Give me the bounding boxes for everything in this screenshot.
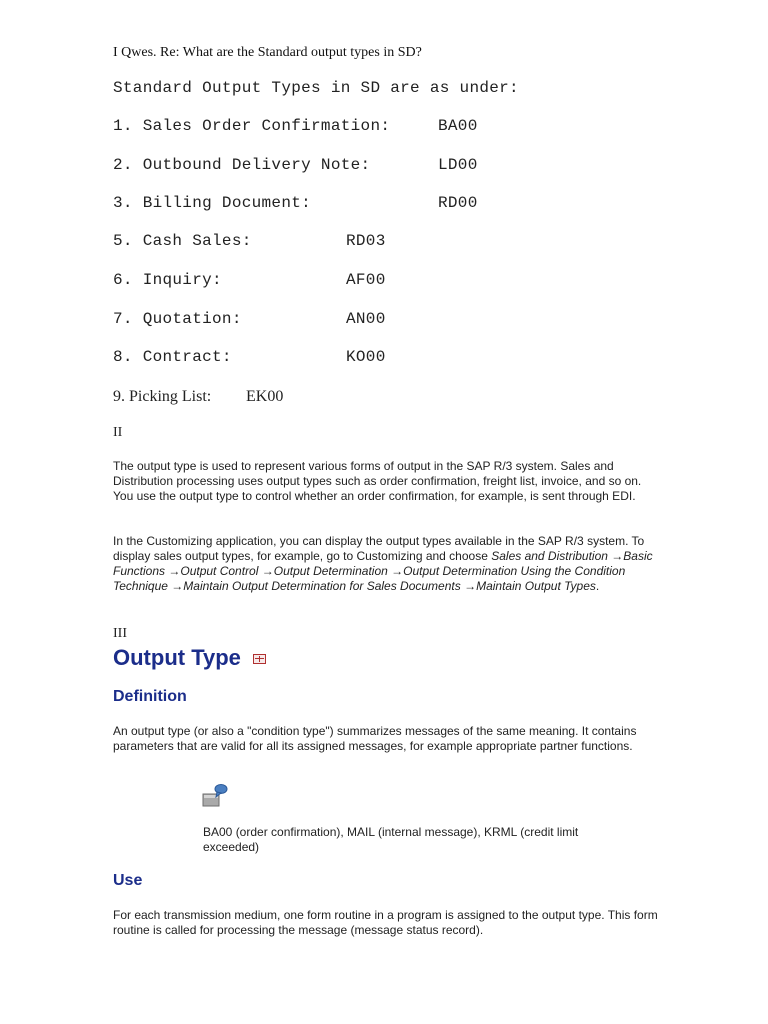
question-title: I Qwes. Re: What are the Standard output types in SD?	[113, 45, 422, 60]
definition-heading: Definition	[113, 688, 187, 705]
picking-list-label: 9. Picking List:	[113, 388, 212, 405]
list-item-code: AN00	[346, 310, 386, 328]
use-heading: Use	[113, 872, 143, 889]
example-icon	[202, 783, 228, 809]
list-item-label: 2. Outbound Delivery Note:	[113, 156, 371, 174]
list-item-label: 3. Billing Document:	[113, 194, 312, 212]
list-item-label: 8. Contract:	[113, 348, 232, 366]
list-item-code: LD00	[438, 156, 478, 174]
list-item-code: RD00	[438, 194, 478, 212]
section-marker-2: II	[113, 425, 123, 440]
picking-list-code: EK00	[246, 388, 284, 405]
paragraph-lead: In the Customizing application, you can display the output types available in the SAP R/3 system. To display sales output types, for example, go to Customizing and choose	[113, 534, 645, 563]
menu-path: Sales and Distribution →Basic Functions →Output Control →Output Determination →Output Determination Using the Condition Technique →Maintain Output Determination for Sales Documents →Maintain Output Types	[113, 549, 653, 593]
expand-icon[interactable]	[253, 654, 266, 664]
list-item-code: RD03	[346, 232, 386, 250]
use-text: For each transmission medium, one form routine in a program is assigned to the output type. This form routine is called for processing the message (message status record).	[113, 908, 658, 937]
example-text: BA00 (order confirmation), MAIL (internal message), KRML (credit limit exceeded)	[203, 825, 579, 854]
list-item-label: 1. Sales Order Confirmation:	[113, 117, 391, 135]
list-item-label: 5. Cash Sales:	[113, 232, 252, 250]
intro-line: Standard Output Types in SD are as under:	[113, 79, 519, 97]
paragraph-tail: .	[595, 579, 600, 593]
list-item-label: 7. Quotation:	[113, 310, 242, 328]
definition-text: An output type (or also a "condition type") summarizes messages of the same meaning. It contains parameters that are valid for all its assigned messages, for example appropriate partner functions.	[113, 724, 637, 753]
paragraph-output-type-purpose: The output type is used to represent various forms of output in the SAP R/3 system. Sales and Distribution processing uses output types such as order confirmation, freight list, invoice, and so on. You use the output type to control whether an order confirmation, for example, is sent through EDI.	[113, 459, 642, 503]
list-item-code: AF00	[346, 271, 386, 289]
list-item-label: 6. Inquiry:	[113, 271, 222, 289]
list-item-code: KO00	[346, 348, 386, 366]
section-marker-3: III	[113, 626, 127, 641]
list-item-code: BA00	[438, 117, 478, 135]
paragraph-customizing	[113, 534, 658, 594]
page-heading: Output Type	[113, 645, 241, 670]
